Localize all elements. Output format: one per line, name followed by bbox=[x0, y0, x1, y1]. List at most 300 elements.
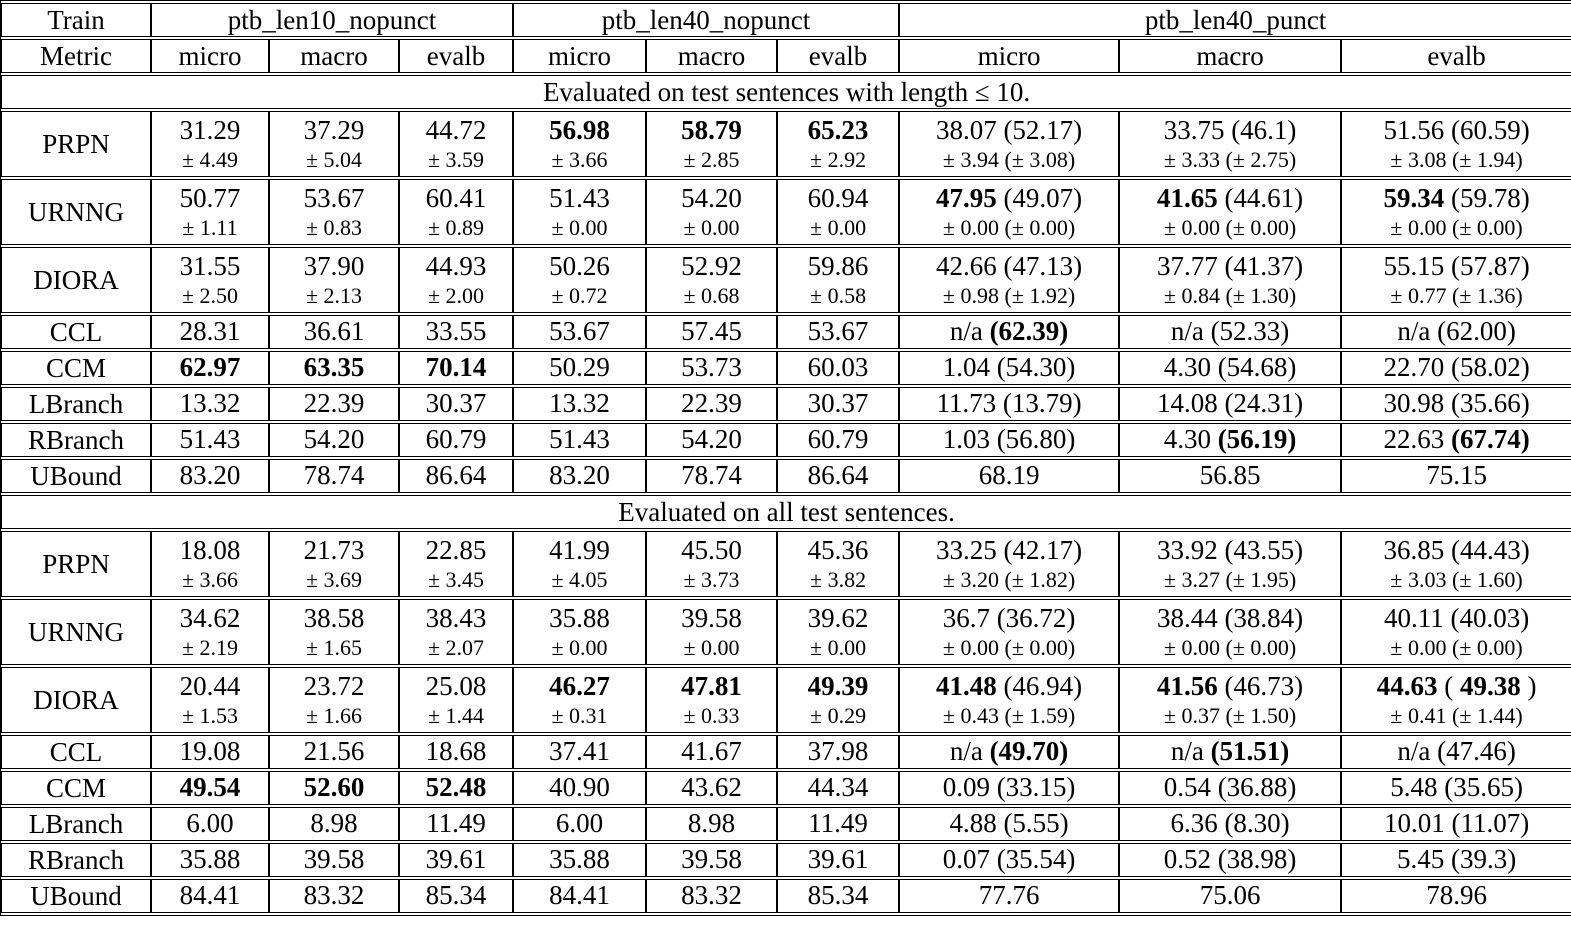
metric-value-cell bbox=[151, 315, 269, 349]
model-label: URNNG bbox=[1, 599, 151, 665]
metric-value: 35.88 bbox=[179, 844, 241, 875]
metric-value-cell bbox=[899, 599, 1119, 665]
metric-value-cell bbox=[1341, 735, 1571, 769]
metric-value: 5.48 (35.65) bbox=[1390, 772, 1523, 803]
metric-value-cell bbox=[399, 807, 513, 841]
metric-value-cell bbox=[513, 879, 646, 913]
section-header-row bbox=[1, 75, 1571, 109]
metric-value: 41.48 (46.94) bbox=[935, 670, 1083, 701]
metric-std: ± 0.37 (± 1.50) bbox=[1163, 702, 1297, 728]
metric-value-cell bbox=[899, 179, 1119, 245]
metric-value-cell bbox=[1119, 843, 1341, 877]
metric-value-cell bbox=[513, 247, 646, 313]
metric-value: 36.61 bbox=[303, 316, 365, 347]
metric-std: ± 3.73 bbox=[683, 566, 740, 592]
table-row-ccl bbox=[1, 315, 1571, 349]
metric-value-cell bbox=[151, 599, 269, 665]
metric-value-cell bbox=[399, 351, 513, 385]
metric-value-cell bbox=[269, 879, 399, 913]
metric-value-cell bbox=[777, 807, 899, 841]
metric-value: 38.58 bbox=[303, 602, 365, 633]
metric-std: ± 3.66 bbox=[181, 566, 239, 592]
metric-value: 39.58 bbox=[681, 602, 742, 633]
metric-value-cell bbox=[1119, 667, 1341, 733]
metric-value-cell bbox=[399, 667, 513, 733]
metric-value-cell bbox=[1341, 667, 1571, 733]
metric-value-cell bbox=[513, 387, 646, 421]
metric-header-evalb-2: evalb bbox=[777, 39, 899, 73]
metric-value-cell bbox=[777, 531, 899, 597]
metric-value: 33.55 bbox=[425, 316, 487, 347]
metric-value: 46.27 bbox=[549, 670, 610, 701]
metric-value-cell bbox=[1341, 315, 1571, 349]
table-row-urnng bbox=[1, 179, 1571, 245]
metric-std: ± 5.04 bbox=[305, 146, 363, 172]
metric-value: 30.98 (35.66) bbox=[1383, 388, 1530, 419]
metric-value: 31.55 bbox=[179, 250, 241, 281]
metric-value: 44.93 bbox=[425, 250, 487, 281]
metric-value: 4.88 (5.55) bbox=[949, 808, 1069, 839]
metric-std: ± 3.45 bbox=[427, 566, 485, 592]
metric-value: 35.88 bbox=[549, 602, 610, 633]
metric-value: 37.41 bbox=[549, 736, 610, 767]
metric-value: 56.98 bbox=[549, 114, 610, 145]
metric-value: 33.25 (42.17) bbox=[935, 534, 1083, 565]
metric-value: n/a (47.46) bbox=[1397, 736, 1516, 767]
metric-value: 11.73 (13.79) bbox=[936, 388, 1082, 419]
metric-std: ± 0.00 bbox=[683, 634, 740, 660]
metric-value-cell bbox=[646, 423, 777, 457]
metric-value-cell bbox=[777, 111, 899, 177]
metric-value-cell bbox=[1341, 459, 1571, 493]
metric-value-cell bbox=[777, 247, 899, 313]
metric-std: ± 2.19 bbox=[181, 634, 239, 660]
metric-value: 56.85 bbox=[1199, 460, 1261, 491]
metric-value-cell bbox=[1119, 179, 1341, 245]
metric-value-cell bbox=[777, 599, 899, 665]
metric-value: 36.7 (36.72) bbox=[942, 602, 1076, 633]
metric-header-evalb-3: evalb bbox=[1341, 39, 1571, 73]
metric-value-cell bbox=[513, 599, 646, 665]
metric-std: ± 2.92 bbox=[810, 146, 867, 172]
metric-value-cell bbox=[646, 667, 777, 733]
metric-value-cell bbox=[777, 667, 899, 733]
metric-value-cell bbox=[151, 667, 269, 733]
metric-value-cell bbox=[899, 843, 1119, 877]
metric-value: 78.96 bbox=[1426, 880, 1487, 911]
metric-value-cell bbox=[1341, 599, 1571, 665]
table-row-diora bbox=[1, 247, 1571, 313]
group-header-ptb-len40-punct: ptb_len40_punct bbox=[899, 3, 1571, 37]
metric-value: 0.09 (33.15) bbox=[942, 772, 1076, 803]
metric-value-cell bbox=[1341, 879, 1571, 913]
metric-value-cell bbox=[399, 179, 513, 245]
metric-value: 21.73 bbox=[303, 534, 365, 565]
metric-value: 39.62 bbox=[807, 602, 869, 633]
metric-value-cell bbox=[777, 423, 899, 457]
metric-value-cell bbox=[1119, 315, 1341, 349]
metric-value-cell bbox=[513, 423, 646, 457]
metric-value-cell bbox=[151, 351, 269, 385]
metric-value: 52.48 bbox=[425, 772, 487, 803]
metric-value-cell bbox=[777, 459, 899, 493]
metric-value-cell bbox=[646, 315, 777, 349]
metric-value-cell bbox=[513, 843, 646, 877]
metric-value-cell bbox=[899, 735, 1119, 769]
section-title: Evaluated on test sentences with length ≤ 10. bbox=[1, 75, 1571, 109]
metric-value-cell bbox=[1341, 111, 1571, 177]
metric-value: 83.32 bbox=[681, 880, 742, 911]
metric-value: 51.43 bbox=[549, 182, 610, 213]
metric-std: ± 0.98 (± 1.92) bbox=[942, 282, 1076, 308]
metric-value: 40.90 bbox=[549, 772, 610, 803]
metric-value: 35.88 bbox=[549, 844, 610, 875]
metric-value-cell bbox=[513, 351, 646, 385]
metric-value: 22.70 (58.02) bbox=[1383, 352, 1530, 383]
train-header-cell: Train bbox=[1, 3, 151, 37]
metric-value: 70.14 bbox=[425, 352, 487, 383]
metric-value: 63.35 bbox=[303, 352, 365, 383]
metric-value: n/a (62.39) bbox=[949, 316, 1069, 347]
metric-std: ± 0.29 bbox=[810, 702, 867, 728]
metric-value-cell bbox=[646, 531, 777, 597]
model-label: LBranch bbox=[1, 807, 151, 841]
metric-value: 0.54 (36.88) bbox=[1163, 772, 1297, 803]
metric-value: 18.68 bbox=[425, 736, 487, 767]
metric-value: 57.45 bbox=[681, 316, 742, 347]
metric-std: ± 1.53 bbox=[181, 702, 239, 728]
metric-value: n/a (52.33) bbox=[1170, 316, 1290, 347]
table-row-diora bbox=[1, 667, 1571, 733]
metric-value: 6.36 (8.30) bbox=[1170, 808, 1290, 839]
metric-value: 38.07 (52.17) bbox=[935, 114, 1083, 145]
metric-header-macro-2: macro bbox=[646, 39, 777, 73]
metric-value-cell bbox=[513, 531, 646, 597]
metric-value: 41.56 (46.73) bbox=[1156, 670, 1304, 701]
metric-value: 45.36 bbox=[807, 534, 869, 565]
metric-value-cell bbox=[399, 423, 513, 457]
metric-value: n/a (62.00) bbox=[1397, 316, 1516, 347]
metric-std: ± 0.33 bbox=[683, 702, 740, 728]
metric-value-cell bbox=[151, 111, 269, 177]
metric-value: 1.03 (56.80) bbox=[942, 424, 1076, 455]
metric-std: ± 3.33 (± 2.75) bbox=[1163, 146, 1297, 172]
table-row-lbranch bbox=[1, 807, 1571, 841]
metric-std: ± 0.72 bbox=[551, 282, 608, 308]
metric-value-cell bbox=[269, 387, 399, 421]
model-label: CCL bbox=[1, 735, 151, 769]
metric-value-cell bbox=[899, 247, 1119, 313]
metric-value-cell bbox=[646, 771, 777, 805]
metric-value-cell bbox=[399, 459, 513, 493]
metric-value: 4.30 (54.68) bbox=[1163, 352, 1297, 383]
metric-value: 62.97 bbox=[179, 352, 241, 383]
metric-value: 83.20 bbox=[549, 460, 610, 491]
metric-value: 37.98 bbox=[807, 736, 869, 767]
metric-value: 60.79 bbox=[807, 424, 869, 455]
metric-value-cell bbox=[151, 459, 269, 493]
metric-value-cell bbox=[1119, 807, 1341, 841]
metric-value: 75.15 bbox=[1426, 460, 1487, 491]
model-label: PRPN bbox=[1, 111, 151, 177]
model-label: CCM bbox=[1, 351, 151, 385]
metric-value: 34.62 bbox=[179, 602, 241, 633]
metric-value-cell bbox=[513, 771, 646, 805]
metric-value: n/a (49.70) bbox=[949, 736, 1069, 767]
table-row-rbranch bbox=[1, 423, 1571, 457]
model-label: DIORA bbox=[1, 667, 151, 733]
model-label: RBranch bbox=[1, 843, 151, 877]
metric-value-cell bbox=[899, 111, 1119, 177]
metric-value: 10.01 (11.07) bbox=[1383, 808, 1530, 839]
metric-value: 51.43 bbox=[179, 424, 241, 455]
metric-std: ± 4.49 bbox=[181, 146, 239, 172]
section-title: Evaluated on all test sentences. bbox=[1, 495, 1571, 529]
metric-value-cell bbox=[269, 843, 399, 877]
metric-value-cell bbox=[269, 179, 399, 245]
metric-value: 54.20 bbox=[681, 182, 742, 213]
metric-value: 39.61 bbox=[807, 844, 869, 875]
metric-value-cell bbox=[151, 531, 269, 597]
metric-value: 38.43 bbox=[425, 602, 487, 633]
metric-std: ± 3.66 bbox=[551, 146, 608, 172]
metric-value: 20.44 bbox=[179, 670, 241, 701]
metric-value-cell bbox=[269, 351, 399, 385]
metric-value: n/a (51.51) bbox=[1170, 736, 1290, 767]
metric-value: 60.94 bbox=[807, 182, 869, 213]
metric-value: 11.49 bbox=[426, 808, 486, 839]
metric-value-cell bbox=[899, 315, 1119, 349]
table-row-ccm bbox=[1, 771, 1571, 805]
metric-value: 6.00 bbox=[186, 808, 234, 839]
metric-value: 13.32 bbox=[179, 388, 241, 419]
metric-std: ± 0.00 (± 0.00) bbox=[1163, 214, 1297, 240]
metric-value-cell bbox=[646, 599, 777, 665]
table-row-rbranch bbox=[1, 843, 1571, 877]
metric-value-cell bbox=[513, 315, 646, 349]
metric-value-cell bbox=[269, 315, 399, 349]
metric-value: 13.32 bbox=[549, 388, 610, 419]
metric-std: ± 0.68 bbox=[683, 282, 740, 308]
metric-value-cell bbox=[777, 735, 899, 769]
metric-value-cell bbox=[1341, 843, 1571, 877]
metric-std: ± 0.43 (± 1.59) bbox=[942, 702, 1076, 728]
metric-std: ± 3.82 bbox=[810, 566, 867, 592]
metric-value: 44.72 bbox=[425, 114, 487, 145]
metric-value-cell bbox=[151, 179, 269, 245]
metric-value: 5.45 (39.3) bbox=[1396, 844, 1517, 875]
metric-value-cell bbox=[513, 735, 646, 769]
metric-std: ± 0.00 bbox=[683, 214, 740, 240]
metric-std: ± 0.00 (± 0.00) bbox=[1390, 634, 1523, 660]
metric-value: 8.98 bbox=[687, 808, 736, 839]
metric-std: ± 2.85 bbox=[683, 146, 740, 172]
metric-value-cell bbox=[1119, 111, 1341, 177]
metric-header-micro-1: micro bbox=[151, 39, 269, 73]
metric-value: 60.41 bbox=[425, 182, 487, 213]
metric-std: ± 3.94 (± 3.08) bbox=[942, 146, 1076, 172]
metric-value: 23.72 bbox=[303, 670, 365, 701]
metric-value: 59.34 (59.78) bbox=[1383, 182, 1530, 213]
metric-value: 54.20 bbox=[303, 424, 365, 455]
metric-value: 30.37 bbox=[807, 388, 869, 419]
metric-value-cell bbox=[269, 735, 399, 769]
metric-std: ± 1.11 bbox=[182, 214, 238, 240]
metric-std: ± 0.89 bbox=[427, 214, 485, 240]
metric-value-cell bbox=[899, 879, 1119, 913]
metric-value-cell bbox=[899, 771, 1119, 805]
metric-value-cell bbox=[513, 111, 646, 177]
train-header-row bbox=[1, 3, 1571, 37]
metric-std: ± 0.00 (± 0.00) bbox=[942, 634, 1076, 660]
metric-value: 25.08 bbox=[425, 670, 487, 701]
metric-value: 14.08 (24.31) bbox=[1156, 388, 1304, 419]
metric-std: ± 0.00 bbox=[551, 634, 608, 660]
metric-value: 60.79 bbox=[425, 424, 487, 455]
metric-value-cell bbox=[899, 423, 1119, 457]
metric-value: 40.11 (40.03) bbox=[1383, 602, 1530, 633]
metric-header-macro-3: macro bbox=[1119, 39, 1341, 73]
metric-value: 4.30 (56.19) bbox=[1163, 424, 1297, 455]
metric-std: ± 3.27 (± 1.95) bbox=[1163, 566, 1297, 592]
metric-value-cell bbox=[899, 387, 1119, 421]
metric-value: 39.58 bbox=[303, 844, 365, 875]
group-header-ptb-len40-nopunct: ptb_len40_nopunct bbox=[513, 3, 899, 37]
metric-value: 47.95 (49.07) bbox=[935, 182, 1083, 213]
table-row-ubound bbox=[1, 879, 1571, 913]
metric-value: 41.67 bbox=[681, 736, 742, 767]
metric-value-cell bbox=[269, 459, 399, 493]
table-row-lbranch bbox=[1, 387, 1571, 421]
metric-value-cell bbox=[646, 807, 777, 841]
table-row-prpn bbox=[1, 531, 1571, 597]
metric-value-cell bbox=[1119, 771, 1341, 805]
metric-value: 86.64 bbox=[807, 460, 869, 491]
metric-value-cell bbox=[151, 771, 269, 805]
metric-value-cell bbox=[646, 459, 777, 493]
metric-value-cell bbox=[151, 387, 269, 421]
metric-value-cell bbox=[1119, 387, 1341, 421]
metric-value-cell bbox=[1119, 879, 1341, 913]
metric-value: 77.76 bbox=[978, 880, 1040, 911]
metric-value: 22.39 bbox=[303, 388, 365, 419]
metric-value: 58.79 bbox=[681, 114, 742, 145]
metric-value: 49.39 bbox=[807, 670, 869, 701]
metric-std: ± 1.44 bbox=[427, 702, 485, 728]
metric-value: 21.56 bbox=[303, 736, 365, 767]
metric-value: 83.20 bbox=[179, 460, 241, 491]
metric-value-cell bbox=[151, 879, 269, 913]
model-label: PRPN bbox=[1, 531, 151, 597]
metric-value: 78.74 bbox=[303, 460, 365, 491]
metric-value-cell bbox=[646, 843, 777, 877]
metric-value-cell bbox=[513, 179, 646, 245]
metric-value: 49.54 bbox=[179, 772, 241, 803]
metric-value-cell bbox=[1119, 459, 1341, 493]
metric-value: 68.19 bbox=[978, 460, 1040, 491]
metric-value-cell bbox=[269, 423, 399, 457]
model-label: RBranch bbox=[1, 423, 151, 457]
metric-value: 86.64 bbox=[425, 460, 487, 491]
metric-value-cell bbox=[1341, 351, 1571, 385]
model-label: CCM bbox=[1, 771, 151, 805]
table-row-ubound bbox=[1, 459, 1571, 493]
metric-std: ± 0.41 (± 1.44) bbox=[1390, 702, 1523, 728]
metric-value-cell bbox=[513, 807, 646, 841]
metric-value: 60.03 bbox=[807, 352, 869, 383]
metric-value: 22.63 (67.74) bbox=[1383, 424, 1530, 455]
metric-value-cell bbox=[1119, 247, 1341, 313]
metric-value: 65.23 bbox=[807, 114, 869, 145]
metric-value-cell bbox=[399, 531, 513, 597]
metric-std: ± 0.31 bbox=[551, 702, 608, 728]
metric-value: 22.39 bbox=[681, 388, 742, 419]
metric-value: 28.31 bbox=[179, 316, 241, 347]
metric-value-cell bbox=[1119, 735, 1341, 769]
metric-std: ± 0.00 bbox=[551, 214, 608, 240]
metric-value: 0.07 (35.54) bbox=[942, 844, 1076, 875]
model-label: DIORA bbox=[1, 247, 151, 313]
metric-std: ± 0.00 bbox=[810, 214, 867, 240]
metric-value-cell bbox=[513, 667, 646, 733]
metric-value-cell bbox=[646, 179, 777, 245]
metric-value: 50.77 bbox=[179, 182, 241, 213]
metric-std: ± 0.83 bbox=[305, 214, 363, 240]
metric-value: 6.00 bbox=[555, 808, 604, 839]
table-row-urnng bbox=[1, 599, 1571, 665]
metric-value: 33.75 (46.1) bbox=[1163, 114, 1297, 145]
metric-value: 52.60 bbox=[303, 772, 365, 803]
metric-header-macro-1: macro bbox=[269, 39, 399, 73]
metric-value: 33.92 (43.55) bbox=[1156, 534, 1304, 565]
metric-value: 37.29 bbox=[303, 114, 365, 145]
metric-std: ± 3.20 (± 1.82) bbox=[942, 566, 1076, 592]
metric-value-cell bbox=[151, 735, 269, 769]
metric-value: 1.04 (54.30) bbox=[942, 352, 1076, 383]
model-label: CCL bbox=[1, 315, 151, 349]
metric-std: ± 0.58 bbox=[810, 282, 867, 308]
metric-header-evalb-1: evalb bbox=[399, 39, 513, 73]
metric-value-cell bbox=[269, 771, 399, 805]
metric-value-cell bbox=[777, 315, 899, 349]
metric-value-cell bbox=[1341, 531, 1571, 597]
model-label: UBound bbox=[1, 459, 151, 493]
metric-value-cell bbox=[646, 387, 777, 421]
table-row-prpn bbox=[1, 111, 1571, 177]
metric-value: 36.85 (44.43) bbox=[1383, 534, 1530, 565]
metric-std: ± 0.00 bbox=[810, 634, 867, 660]
metric-value: 42.66 (47.13) bbox=[935, 250, 1083, 281]
group-header-ptb-len10-nopunct: ptb_len10_nopunct bbox=[151, 3, 513, 37]
metric-value-cell bbox=[1341, 423, 1571, 457]
metric-std: ± 2.13 bbox=[305, 282, 363, 308]
metric-value-cell bbox=[399, 735, 513, 769]
metric-value: 37.77 (41.37) bbox=[1156, 250, 1304, 281]
metric-value: 85.34 bbox=[425, 880, 487, 911]
metric-value-cell bbox=[513, 459, 646, 493]
metric-value: 50.29 bbox=[549, 352, 610, 383]
metric-value: 8.98 bbox=[310, 808, 358, 839]
metric-value-cell bbox=[269, 667, 399, 733]
metric-value: 54.20 bbox=[681, 424, 742, 455]
metric-value: 38.44 (38.84) bbox=[1156, 602, 1304, 633]
metric-value: 18.08 bbox=[179, 534, 241, 565]
metric-header-micro-2: micro bbox=[513, 39, 646, 73]
metric-std: ± 1.65 bbox=[305, 634, 363, 660]
metric-value: 75.06 bbox=[1199, 880, 1261, 911]
metric-value: 45.50 bbox=[681, 534, 742, 565]
metric-value: 59.86 bbox=[807, 250, 869, 281]
